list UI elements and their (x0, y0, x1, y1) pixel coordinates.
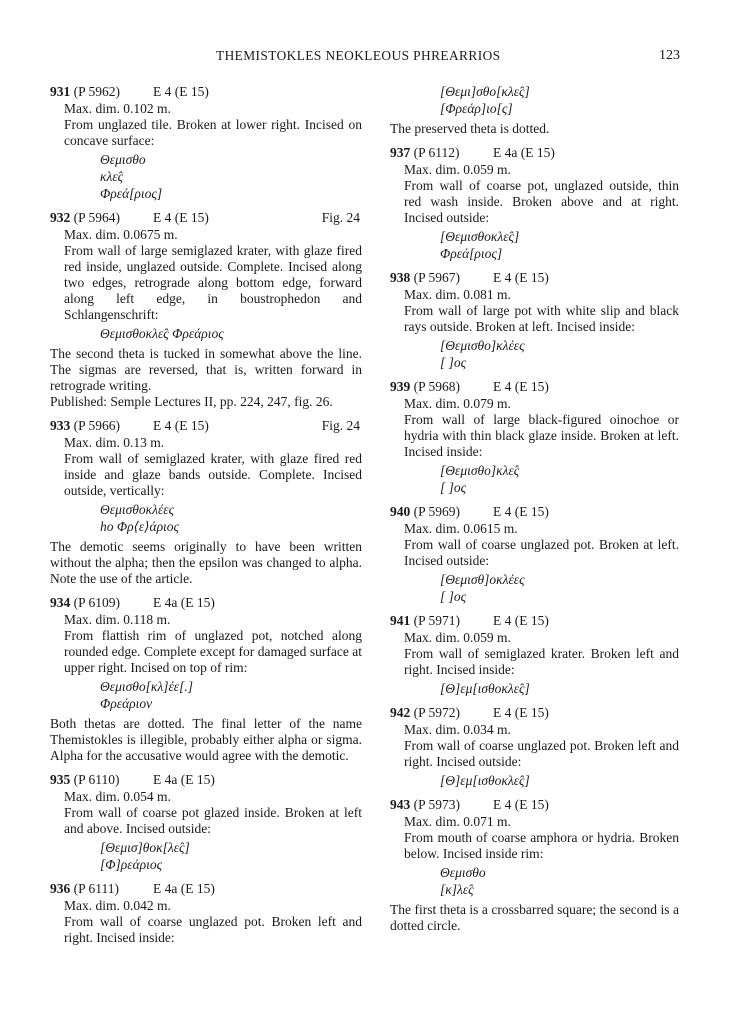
catalogue-entry-936 (50, 881, 362, 946)
description-text: From flattish rim of unglazed pot, notched along rounded edge. Complete except for damaged surface at upper right. Incised on top of rim: (64, 628, 362, 675)
description-text: From mouth of coarse amphora or hydria. Broken below. Incised inside rim: (404, 830, 679, 861)
commentary: Both thetas are dotted. The final letter of the name Themistokles is illegible, probably either alpha or sigma. Alpha for the accusative would agree with the demotic. (50, 716, 362, 763)
max-dimension: Max. dim. 0.081 m. (404, 287, 511, 302)
continuation-note: The preserved theta is dotted. (390, 121, 550, 136)
inscription-line: [ ]ος (440, 355, 467, 370)
inscription-line: [ ]ος (440, 480, 467, 495)
max-dimension: Max. dim. 0.0675 m. (64, 227, 178, 242)
entry-heading (390, 613, 679, 630)
entry-number: 937 (390, 145, 411, 160)
max-dimension: Max. dim. 0.034 m. (404, 722, 511, 737)
entry-heading (50, 881, 362, 898)
entry-description (390, 396, 679, 460)
left-column (50, 84, 362, 946)
entry-heading (50, 210, 362, 227)
catalogue-entry-937 (390, 145, 679, 262)
inscription-line: [Θεμισθοκλε̂ς] (440, 229, 520, 244)
entry-number: 934 (50, 595, 71, 610)
max-dimension: Max. dim. 0.059 m. (404, 162, 511, 177)
inscription (390, 228, 679, 262)
inscription-line: [ ]ος (440, 589, 467, 604)
inscription-line: [κ]λε̂ς (440, 882, 474, 897)
figure-reference: Fig. 24 (321, 418, 360, 433)
entry-description (50, 227, 362, 323)
entry-number: 935 (50, 772, 71, 787)
catalogue-entry-933 (50, 418, 362, 587)
inscription-line: [Φ]ρεάριος (100, 857, 163, 872)
inventory-number: (P 6110) (73, 772, 120, 787)
ostrakon-type: E 4 (E 15) (493, 797, 549, 812)
catalogue-entry-940 (390, 504, 679, 605)
description-text: From unglazed tile. Broken at lower right. Incised on concave surface: (64, 117, 362, 148)
description-text: From wall of semiglazed krater, with glaze fired red inside and glaze bands outside. Complete. Incised outside, vertically: (64, 451, 362, 498)
inscription-line: Θεμισθο (100, 152, 146, 167)
running-title: THEMISTOKLES NEOKLEOUS PHREARRIOS (216, 48, 501, 63)
inventory-number: (P 5971) (413, 613, 460, 628)
description-text: From wall of coarse unglazed pot. Broken at left. Incised outside: (404, 537, 679, 568)
entry-heading (390, 797, 679, 814)
entry-number: 943 (390, 797, 411, 812)
figure-reference: Fig. 24 (321, 210, 360, 225)
max-dimension: Max. dim. 0.059 m. (404, 630, 511, 645)
entry-heading (390, 145, 679, 162)
inscription-line: Φρεάριον (100, 696, 153, 711)
inscription-line: κλε̂ς (100, 169, 124, 184)
inscription (390, 680, 679, 697)
catalogue-entry-931 (50, 84, 362, 202)
catalogue-entry-932 (50, 210, 362, 410)
inscription (390, 337, 679, 371)
entry-description (50, 898, 362, 946)
description-text: From wall of large semiglazed krater, with glaze fired red inside, unglazed outside. Complete. Incised along two edges, retrograde along bottom edge, forward along left edge, in boustrophedon and Schlangenschrift: (64, 243, 362, 322)
inscription (50, 839, 362, 873)
inventory-number: (P 6111) (73, 881, 119, 896)
inscription (50, 678, 362, 712)
inscription-line: [Θεμισθ]οκλέες (440, 572, 525, 587)
catalogue-entry-941 (390, 613, 679, 697)
entry-description (50, 101, 362, 149)
max-dimension: Max. dim. 0.0615 m. (404, 521, 518, 536)
commentary: Published: Semple Lectures II, pp. 224, 247, fig. 26. (50, 394, 333, 409)
ostrakon-type: E 4a (E 15) (153, 595, 215, 610)
description-text: From wall of coarse unglazed pot. Broken left and right. Incised inside: (64, 914, 362, 945)
ostrakon-type: E 4 (E 15) (153, 210, 209, 225)
entry-heading (390, 270, 679, 287)
entry-heading (390, 504, 679, 521)
entry-heading (390, 379, 679, 396)
max-dimension: Max. dim. 0.102 m. (64, 101, 171, 116)
inventory-number: (P 5964) (73, 210, 120, 225)
entry-number: 936 (50, 881, 71, 896)
ostrakon-type: E 4 (E 15) (493, 705, 549, 720)
entry-number: 932 (50, 210, 71, 225)
inscription-line: [Θ]εμ[ισθοκλε̂ς] (440, 681, 530, 696)
inscription-line: Φρεά[ριος] (440, 246, 503, 261)
entry-description (390, 162, 679, 226)
entry-description (390, 630, 679, 678)
description-text: From wall of large pot with white slip and black rays outside. Broken at left. Incised inside: (404, 303, 679, 334)
inscription-line: ho Φρ⟨ε⟩άριος (100, 519, 180, 534)
inventory-number: (P 5966) (73, 418, 120, 433)
ostrakon-type: E 4 (E 15) (493, 379, 549, 394)
inscription-line: Θεμισθο[κλ]έε[.] (100, 679, 193, 694)
entry-number: 933 (50, 418, 71, 433)
description-text: From wall of coarse unglazed pot. Broken left and right. Incised outside: (404, 738, 679, 769)
entry-number: 941 (390, 613, 411, 628)
inscription-line: Θεμισθοκλέες (100, 502, 175, 517)
description-text: From wall of coarse pot, unglazed outside, thin red wash inside. Broken above and at right. Incised outside: (404, 178, 679, 225)
entry-number: 940 (390, 504, 411, 519)
entry-heading (50, 595, 362, 612)
continuation-inscription (390, 83, 679, 117)
commentary: The second theta is tucked in somewhat above the line. The sigmas are reversed, that is, written forward in retrograde writing. (50, 346, 362, 393)
entry-heading (50, 84, 362, 101)
inscription-line: Φρεά[ριος] (100, 186, 163, 201)
catalogue-entry-938 (390, 270, 679, 371)
entry-number: 942 (390, 705, 411, 720)
ostrakon-type: E 4 (E 15) (153, 84, 209, 99)
catalogue-entry-939 (390, 379, 679, 496)
inventory-number: (P 5969) (413, 504, 460, 519)
entry-description (50, 612, 362, 676)
inscription-line: [Φρεάρ]ιο[ς] (440, 101, 513, 116)
inscription-line: [Θ]εμ[ισθοκλε̂ς] (440, 773, 530, 788)
inscription-line: Θεμισθο (440, 865, 486, 880)
entry-number: 939 (390, 379, 411, 394)
max-dimension: Max. dim. 0.079 m. (404, 396, 511, 411)
inventory-number: (P 5973) (413, 797, 460, 812)
ostrakon-type: E 4a (E 15) (153, 881, 215, 896)
entry-description (390, 722, 679, 770)
inventory-number: (P 6112) (413, 145, 460, 160)
entry-number: 938 (390, 270, 411, 285)
inventory-number: (P 5972) (413, 705, 460, 720)
running-header (0, 48, 731, 72)
inventory-number: (P 6109) (73, 595, 120, 610)
inscription (50, 325, 362, 342)
catalogue-entry-934 (50, 595, 362, 764)
ostrakon-type: E 4 (E 15) (153, 418, 209, 433)
entry-heading (390, 705, 679, 722)
entry-heading (50, 772, 362, 789)
inscription-line: [Θεμισθο]κλε̂ς (440, 463, 520, 478)
inscription (390, 864, 679, 898)
ostrakon-type: E 4 (E 15) (493, 613, 549, 628)
max-dimension: Max. dim. 0.13 m. (64, 435, 165, 450)
inscription (50, 151, 362, 202)
entry-description (390, 287, 679, 335)
ostrakon-type: E 4 (E 15) (493, 504, 549, 519)
max-dimension: Max. dim. 0.071 m. (404, 814, 511, 829)
page-number: 123 (659, 48, 680, 63)
description-text: From wall of coarse pot glazed inside. Broken at left and above. Incised outside: (64, 805, 362, 836)
inventory-number: (P 5967) (413, 270, 460, 285)
inscription-line: Θεμισθοκλε̂ς Φρεάριος (100, 326, 224, 341)
max-dimension: Max. dim. 0.118 m. (64, 612, 171, 627)
description-text: From wall of large black-figured oinochoe or hydria with thin black glaze inside. Broken at left. Incised inside: (404, 412, 679, 459)
catalogue-entry-935 (50, 772, 362, 873)
inscription-line: [Θεμισ]θοκ[λε̂ς] (100, 840, 190, 855)
entry-description (50, 435, 362, 499)
max-dimension: Max. dim. 0.042 m. (64, 898, 171, 913)
entry-number: 931 (50, 84, 71, 99)
catalogue-entry-942 (390, 705, 679, 789)
catalogue-entry-943 (390, 797, 679, 934)
entry-description (50, 789, 362, 837)
inscription (390, 571, 679, 605)
ostrakon-type: E 4a (E 15) (153, 772, 215, 787)
description-text: From wall of semiglazed krater. Broken left and right. Incised inside: (404, 646, 679, 677)
entry-heading (50, 418, 362, 435)
entry-description (390, 814, 679, 862)
inscription-line: [Θεμισθο]κλέες (440, 338, 525, 353)
inventory-number: (P 5968) (413, 379, 460, 394)
inscription-line: [Θεμι]σθο[κλε̂ς] (440, 84, 530, 99)
entry-description (390, 521, 679, 569)
inscription (390, 772, 679, 789)
ostrakon-type: E 4a (E 15) (493, 145, 555, 160)
inventory-number: (P 5962) (73, 84, 120, 99)
commentary: The demotic seems originally to have been written without the alpha; then the epsilon was changed to alpha. Note the use of the article. (50, 539, 362, 586)
max-dimension: Max. dim. 0.054 m. (64, 789, 171, 804)
inscription (50, 501, 362, 535)
commentary: The first theta is a crossbarred square; the second is a dotted circle. (390, 902, 679, 933)
ostrakon-type: E 4 (E 15) (493, 270, 549, 285)
inscription (390, 462, 679, 496)
right-column (390, 84, 679, 934)
